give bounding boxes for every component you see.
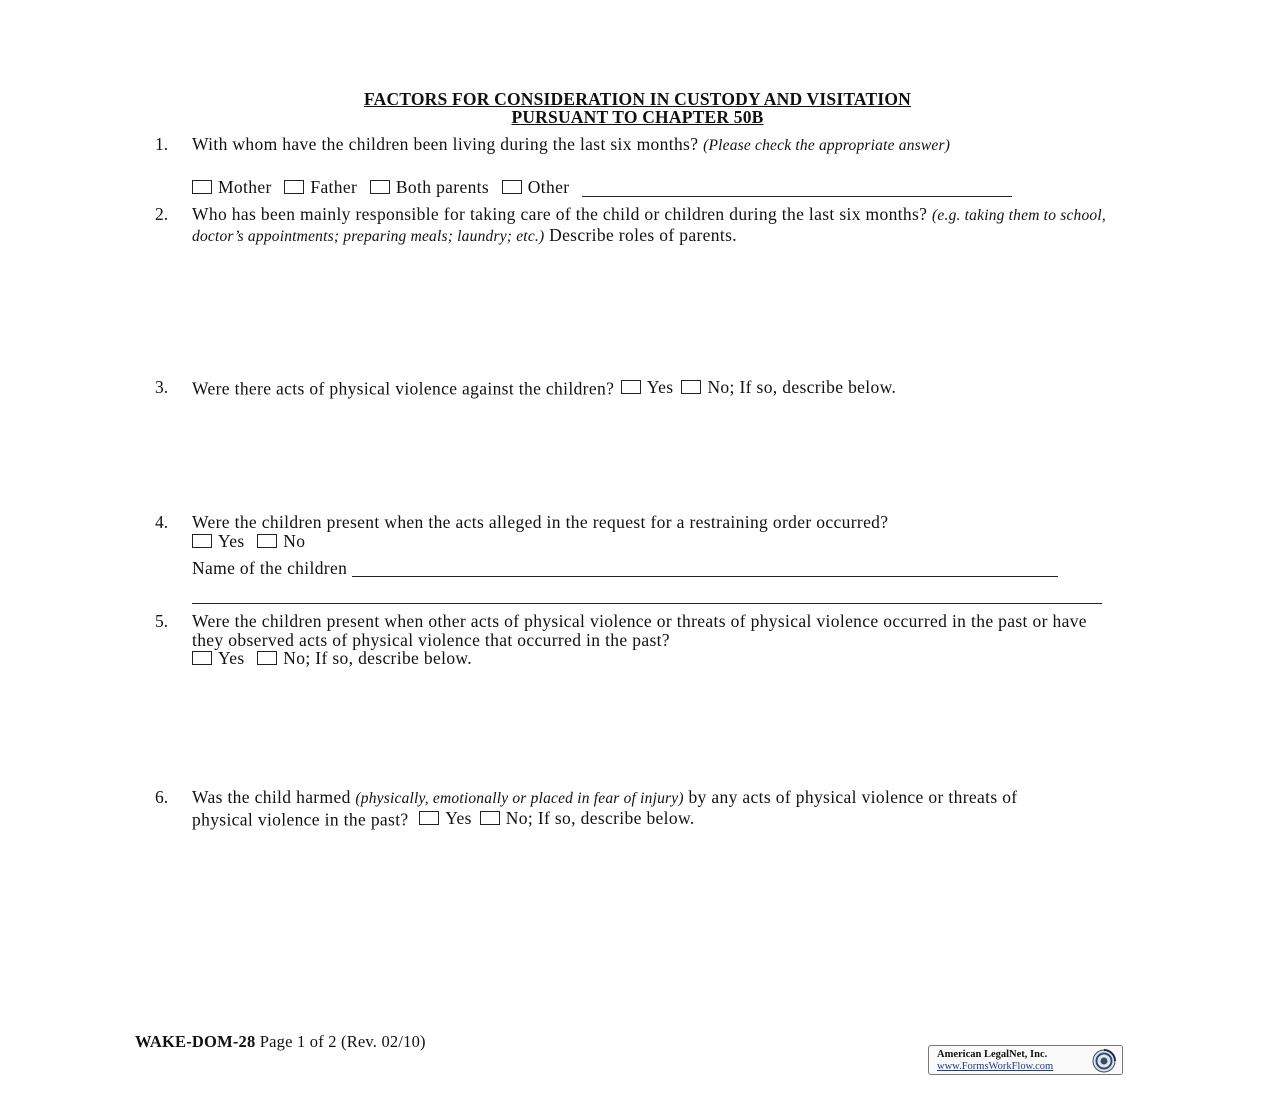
form-title-line1: FACTORS FOR CONSIDERATION IN CUSTODY AND VISITATION <box>364 89 911 109</box>
q1-question: With whom have the children been living during the last six months? <box>192 134 699 154</box>
q1-number: 1. <box>155 134 169 154</box>
q2-question: Who has been mainly responsible for taking care of the child or children during the last six months? <box>192 204 928 224</box>
q4-text: Were the children present when the acts alleged in the request for a restraining order occurred? <box>192 512 889 532</box>
publisher-name: American LegalNet, Inc. <box>937 1049 1048 1060</box>
publisher-badge <box>928 1045 1123 1075</box>
q5-options <box>192 649 480 669</box>
other-checkbox[interactable] <box>502 180 522 194</box>
q1-options <box>192 178 1112 198</box>
publisher-logo-icon <box>1092 1049 1116 1073</box>
q4-no-label: No <box>283 531 306 551</box>
q5-answer-area[interactable] <box>192 675 1112 775</box>
page-info: Page 1 of 2 (Rev. 02/10) <box>259 1032 426 1051</box>
q3-question: Were there acts of physical violence against the children? <box>192 378 615 399</box>
q2-answer-area[interactable] <box>192 265 1112 365</box>
father-checkbox[interactable] <box>284 180 304 194</box>
q2-text <box>192 205 1122 246</box>
q4-yes-label: Yes <box>218 531 245 551</box>
q6-no-checkbox[interactable] <box>480 811 500 825</box>
children-name-input-line-2[interactable] <box>192 587 1102 604</box>
other-label: Other <box>527 177 570 197</box>
q6-question-end: by any acts of physical violence or threats of physical violence in the past? <box>192 787 1018 829</box>
q4-yes-checkbox[interactable] <box>192 534 212 548</box>
q3-text <box>192 378 1122 398</box>
q6-number: 6. <box>155 787 169 807</box>
q2-number: 2. <box>155 204 169 224</box>
q6-yes-checkbox[interactable] <box>419 811 439 825</box>
q1-hint: (Please check the appropriate answer) <box>703 137 951 154</box>
q4-name-row <box>192 559 1112 578</box>
q5-text: Were the children present when other acts of physical violence or threats of physical violence occurred in the past or have they observed acts of physical violence that occurred in the past? <box>192 611 1087 650</box>
q6-question: Was the child harmed <box>192 787 351 807</box>
q3-number: 3. <box>155 377 169 397</box>
q3-yes-checkbox[interactable] <box>621 380 641 394</box>
q4-no-checkbox[interactable] <box>257 534 277 548</box>
q3-yes-label: Yes <box>646 377 674 397</box>
q5-yes-checkbox[interactable] <box>192 651 212 665</box>
q5-no-label: No; If so, describe below. <box>283 648 472 668</box>
mother-checkbox[interactable] <box>192 180 212 194</box>
q1-text <box>192 135 1122 156</box>
father-label: Father <box>310 177 358 197</box>
q4-number: 4. <box>155 512 169 532</box>
q4-options <box>192 532 313 552</box>
both-parents-label: Both parents <box>395 177 490 197</box>
q2-hint: (e.g. taking them to school, doctor’s appointments; preparing meals; laundry; etc.) <box>192 207 1106 245</box>
children-name-input-line[interactable] <box>352 560 1058 577</box>
q5-number: 5. <box>155 611 169 631</box>
q2-question-end: Describe roles of parents. <box>549 224 737 245</box>
both-parents-checkbox[interactable] <box>370 180 390 194</box>
q6-hint: (physically, emotionally or placed in fear of injury) <box>355 790 684 807</box>
q6-answer-area[interactable] <box>192 835 1112 995</box>
q6-no-label: No; If so, describe below. <box>505 807 695 828</box>
children-name-label: Name of the children <box>192 558 348 578</box>
q5-no-checkbox[interactable] <box>257 651 277 665</box>
other-input-line[interactable] <box>582 180 1012 197</box>
publisher-link[interactable]: www.FormsWorkFlow.com <box>937 1061 1054 1072</box>
q6-text <box>192 788 1072 828</box>
q3-no-checkbox[interactable] <box>681 380 701 394</box>
footer-form-info <box>135 1033 426 1052</box>
q5-yes-label: Yes <box>218 648 245 668</box>
form-title-line2: PURSUANT TO CHAPTER 50B <box>511 107 764 127</box>
q6-yes-label: Yes <box>445 807 472 828</box>
mother-label: Mother <box>218 177 272 197</box>
q3-answer-area[interactable] <box>192 405 1112 505</box>
form-id: WAKE-DOM-28 <box>135 1032 256 1051</box>
q3-no-label: No; If so, describe below. <box>707 377 897 397</box>
